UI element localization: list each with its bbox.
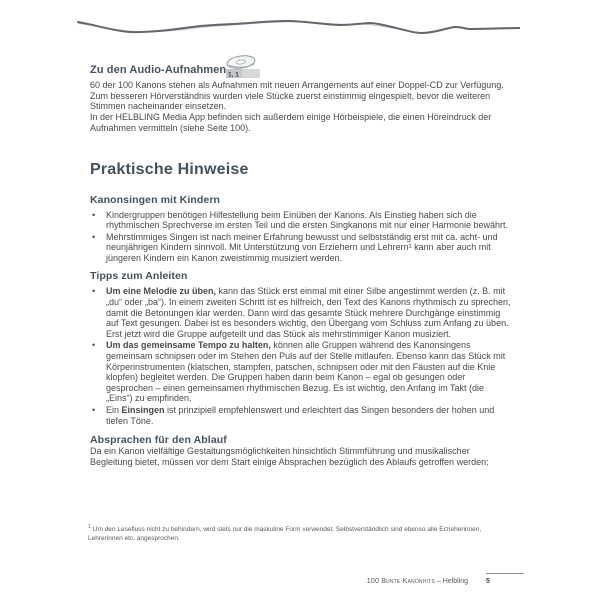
section-heading-absprachen: Absprachen für den Ablauf	[90, 434, 227, 447]
list-item	[90, 340, 512, 404]
footer-series-name: 100 Bunte Kanonhits	[366, 578, 435, 585]
footnote-marker: 1	[88, 523, 91, 530]
bullet-bold: Um eine Melodie zu üben,	[106, 286, 217, 297]
bullet-text: Kindergruppen benötigen Hilfestellung beim Einüben der Kanons. Als Einstieg haben sich die rhythmischen Sprechverse im ersten Teil und die ersten Singkanons mit nur einer Harmonie bewährt.	[106, 209, 509, 231]
page-title: Praktische Hinweise	[90, 160, 249, 178]
section-heading-tipps: Tipps zum Anleiten	[90, 270, 188, 283]
list-item	[90, 232, 512, 264]
footer-publisher: – Helbling	[434, 578, 468, 585]
audio-paragraph-2: In der HELBLING Media App befinden sich außerdem einige Hörbeispiele, die einen Höreindruck der Aufnahmen vermitteln (siehe Seite 100).	[90, 112, 492, 133]
cd-track-label: 1, 1	[228, 71, 239, 79]
tipps-bullet-list	[90, 286, 512, 426]
audio-section-heading: Zu den Audio-Aufnahmen	[90, 64, 227, 76]
bullet-rest: ist prinzipiell empfehlenswert und erleichtert das Singen besonders der hohen und tiefen Töne.	[106, 405, 495, 426]
absprachen-paragraph: Da ein Kanon vielfältige Gestaltungsmöglichkeiten hinsichtlich Stimmführung und musikalischer Begleitung bietet, müssen vor dem Start einige Absprachen bezüglich des Ablaufs getroffen werden:	[90, 446, 489, 467]
cd-icon	[220, 51, 262, 81]
page-number: 5	[486, 573, 524, 585]
list-item	[90, 286, 512, 339]
footer-book-title	[367, 578, 468, 585]
page-content	[90, 56, 512, 468]
bullet-rest: kann das Stück erst einmal mit einer Silbe angestimmt werden (z. B. mit „du“ oder „ba“). In einem zweiten Schritt ist es hilfreich, den Text des Kanons rhythmisch zu sprechen, damit die Betonungen klar werden. Dann wird das gesamte Stück mehrere Durchgänge einstimmig auf Text gesungen. Dabei ist es besonders wichtig, den Übergang vom Schluss zum Anfang zu üben. Erst jetzt wird die Gruppe aufgeteilt und das Stück als mehrstimmiger Kanon musiziert.	[106, 286, 511, 339]
section-heading-kanonsingen: Kanonsingen mit Kindern	[90, 193, 221, 206]
bullet-bold: Um das gemeinsame Tempo zu halten,	[106, 340, 271, 351]
list-item	[90, 210, 512, 231]
audio-section-header	[90, 60, 512, 80]
bullet-text: Mehrstimmiges Singen ist nach meiner Erfahrung bewusst und selbstständig erst mit ca. acht- und neunjährigen Kindern sinnvoll. Mit Unterstützung von Erziehern und Lehrern¹ kann aber auch mit jüngeren Kindern ein Kanon zweistimmig musiziert werden.	[106, 231, 498, 263]
footnote	[88, 525, 516, 543]
audio-paragraph-1: 60 der 100 Kanons stehen als Aufnahmen mit neuen Arrangements auf einer Doppel-CD zur Verfügung. Zum besseren Hörverständnis wurden viele Stücke zuerst einstimmig eingespielt, bevor die weiteren Stimmen nacheinander einsetzen.	[90, 80, 504, 112]
list-item	[90, 405, 512, 426]
page-footer	[0, 571, 600, 595]
kanonsingen-bullet-list	[90, 210, 512, 264]
footnote-text: Um den Lesefluss nicht zu behindern, wird stets nur die maskuline Form verwendet. Selbstverständlich sind ebenso alle Erzieherinnen, Lehrerinnen etc. angesprochen.	[88, 526, 482, 542]
bullet-text: Ein	[106, 405, 122, 416]
bullet-bold: Einsingen	[121, 405, 165, 416]
bullet-rest: können alle Gruppen während des Kanonsingens gemeinsam schnipsen oder im Stehen den Puls auf der Stelle mitlaufen. Ebenso kann das Stück mit Körperinstrumenten (klatschen, stampfen, patschen, schnipsen oder mit den Fäusten auf die Knie klopfen) begleitet werden. Die Gruppen haben dann beim Kanon – egal ob gesungen oder gesprochen – einen gemeinsamen rhythmischen Bezug. Es ist wichtig, den Anfang im Takt (die „Eins“) zu empfinden.	[106, 340, 506, 404]
torn-edge-line	[68, 16, 520, 40]
